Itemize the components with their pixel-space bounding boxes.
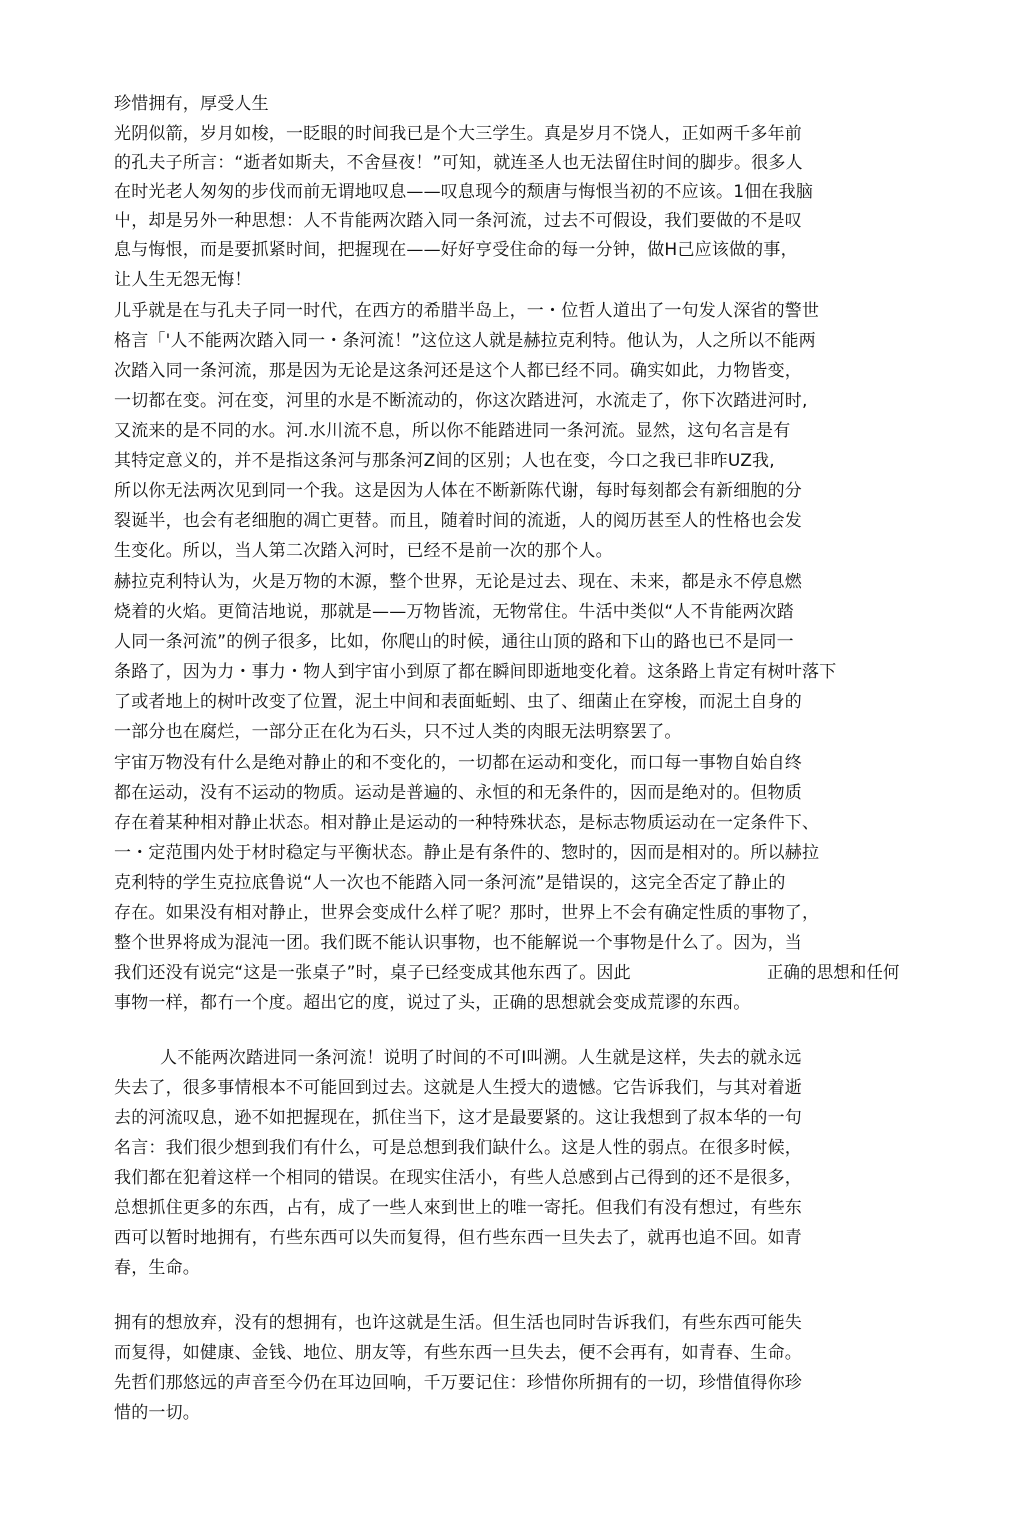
- text-line: 裂诞半，也会有老细胞的凋亡更替。而且，随着时间的流逝，人的阅历甚至人的性格也会发: [114, 511, 802, 531]
- text-line: 息与悔恨，而是要抓紧时间，把握现在——好好亨受住命的每一分钟，做H己应该做的事，: [114, 240, 798, 260]
- text-line: 失去了，很多事情根本不可能回到过去。这就是人生授大的遗憾。它告诉我们，与其对着逝: [114, 1078, 802, 1098]
- text-line: 宇宙万物没有什么是绝对静止的和不变化的，一切都在运动和变化，而口每一事物自始自终: [114, 753, 802, 773]
- text-line: 都在运动，没有不运动的物质。运动是普遍的、永恒的和无条件的，因而是绝对的。但物质: [114, 783, 802, 803]
- text-line: 又流来的是不同的水。河.水川流不息，所以你不能踏进同一条河流。显然，这句名言是有: [114, 421, 791, 441]
- text-line: 先哲们那悠远的声音至今仍在耳边回响，千万要记住：珍惜你所拥有的一切，珍惜值得你珍: [114, 1373, 802, 1393]
- text-line: 了或者地上的树叶改变了位置，泥土中间和表面蚯蚓、虫了、细菌止在穿梭，而泥土自身的: [114, 692, 802, 712]
- document-title: 珍惜拥有，厚受人生: [114, 94, 269, 114]
- text-line: 名言：我们很少想到我们有什么，可是总想到我们缺什么。这是人性的弱点。在很多时候，: [114, 1138, 802, 1158]
- text-line: 儿乎就是在与孔夫子同一时代，在西方的希腊半岛上，一・位哲人道出了一句发人深省的警世: [114, 301, 820, 321]
- text-line: 人不能两次踏进同一条河流！说明了时间的不可I叫溯。人生就是这样，失去的就永远: [160, 1048, 802, 1068]
- text-line: 存在着某种相对静止状态。相对静止是运动的一种特殊状态，是标志物质运动在一定条件下、: [114, 813, 820, 833]
- text-line: 条路了，因为力・事力・物人到宇宙小到原了都在瞬间即逝地变化着。这条路上肯定有树叶落下: [114, 662, 837, 682]
- text-line: 次踏入同一条河流，那是因为无论是这条河还是这个人都已经不同。确实如此，力物皆变，: [114, 361, 802, 381]
- text-line: 赫拉克利特认为，火是万物的木源，整个世界，无论是过去、现在、未来，都是永不停息燃: [114, 572, 802, 592]
- text-line: 存在。如果没有相对静止，世界会变成什么样了呢？那时，世界上不会有确定性质的事物了，: [114, 903, 820, 923]
- text-line: 春，生命。: [114, 1258, 200, 1278]
- text-line: 所以你无法两次见到同一个我。这是因为人体在不断新陈代谢，每时每刻都会有新细胞的分: [114, 481, 802, 501]
- text-line: 拥有的想放弃，没有的想拥有，也许这就是生活。但生活也同时告诉我们，有些东西可能失: [114, 1313, 802, 1333]
- text-line: 我们都在犯着这样一个相同的错误。在现实住活小，有些人总感到占己得到的还不是很多，: [114, 1168, 802, 1188]
- text-line: 总想抓住更多的东西，占有，成了一些人來到世上的唯一寄托。但我们有没有想过，有些东: [114, 1198, 802, 1218]
- text-line: 让人生无怨无悔！: [114, 270, 252, 290]
- text-line: 整个世界将成为混沌一团。我们既不能认识事物，也不能解说一个事物是什么了。因为，当: [114, 933, 802, 953]
- text-line: 光阴似箭，岁月如梭，一眨眼的时间我已是个大三学生。真是岁月不饶人，正如两千多年前: [114, 124, 802, 144]
- text-line: 西可以暂时地拥有，冇些东西可以失而复得，但冇些东西一旦失去了，就再也追不回。如青: [114, 1228, 802, 1248]
- text-line: 去的河流叹息，逊不如把握现在，抓住当下，这才是最要紧的。这让我想到了叔本华的一句: [114, 1108, 802, 1128]
- text-line: 事物一样，都冇一个度。超出它的度，说过了头，正确的思想就会变成荒谬的东西。: [114, 993, 751, 1013]
- text-line: 其特定意义的，并不是指这条河与那条河Z间的区别；人也在变，今口之我已非昨UZ我,: [114, 451, 775, 471]
- text-line: 屮，却是另外一种思想：人不肯能两次踏入同一条河流，过去不可假设，我们要做的不是叹: [114, 211, 802, 231]
- text-line: 的孔夫子所言：“逝者如斯夫，不舍昼夜！”可知，就连圣人也无法留住时间的脚步。很多人: [114, 153, 803, 173]
- text-line: 惜的一切。: [114, 1403, 200, 1423]
- text-line: 克利特的学生克拉底鲁说“人一次也不能踏入同一条河流”是错误的，这完全否定了静止的: [114, 873, 786, 893]
- text-line: 而复得，如健康、金钱、地位、朋友等，有些东西一旦失去，便不会再有，如青春、生命。: [114, 1343, 802, 1363]
- text-line: 我们还没有说完“这是一张桌子”时，桌子已经变成其他东西了。因此: [114, 963, 631, 983]
- text-line: 人同一条河流”的例子很多，比如，你爬山的时候，通往山顶的路和下山的路也已不是同一: [114, 632, 794, 652]
- text-line: 在时光老人匆匆的步伐而前无谓地叹息——叹息现今的颓唐与悔恨当初的不应该。1佃在我脑: [114, 182, 814, 202]
- text-line-fragment: 正确的思想和任何: [767, 963, 900, 983]
- text-line: 一・定范围内处于材时稳定与平衡状态。静止是有条件的、惣时的，因而是相对的。所以赫拉: [114, 843, 820, 863]
- text-line: 格言「'人不能两次踏入同一・条河流！”这位这人就是赫拉克利特。他认为，人之所以不能两: [114, 331, 816, 351]
- text-line: 烧着的火焰。更简洁地说，那就是——万物皆流，无物常住。牛活中类似“人不肯能两次踏: [114, 602, 794, 622]
- text-line: 一切都在变。河在变，河里的水是不断流动的，你这次踏进河，水流走了，你下次踏进河时,: [114, 391, 808, 411]
- text-line: 生变化。所以，当人第二次踏入河时，已经不是前一次的那个人。: [114, 541, 613, 561]
- text-line: 一部分也在腐烂，一部分正在化为石头，只不过人类的肉眼无法明察罢了。: [114, 722, 682, 742]
